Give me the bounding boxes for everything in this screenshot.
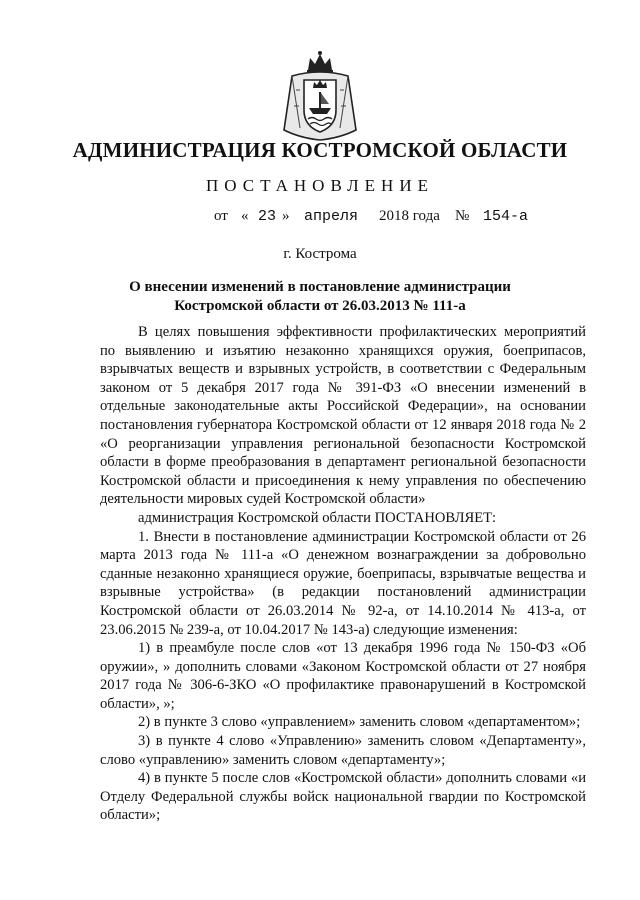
heading-line-1: О внесении изменений в постановление администрации [129, 279, 511, 295]
body-paragraph: 4) в пункте 5 после слов «Костромской области» дополнить словами «и Отделу Федеральной службы войск национальной гвардии по Костромской области»; [100, 770, 586, 824]
quote-open: « [241, 208, 249, 224]
document-number: 154-а [483, 208, 529, 225]
body-paragraph: 3) в пункте 4 слово «Управлению» заменить словом «Департаменту», слово «управлению» заменить словом «департаменту»; [100, 733, 586, 768]
body-paragraph: В целях повышения эффективности профилактических мероприятий по выявлению и изъятию незаконно хранящихся оружия, боеприпасов, взрывчатых веществ и взрывных устройств, в соответствии с Федеральным законом от 5 декабря 2017 года № 391-ФЗ «О внесении изменений в отдельные законодательные акты Российской Федерации», на основании постановления губернатора Костромской области от 12 января 2018 года № 2 «О реорганизации управления региональной безопасности Костромской области в форме преобразования в департамент региональной безопасности Костромской области и присоединения к нему управления по обеспечению деятельности мировых судей Костромской области» [100, 324, 586, 508]
heading-line-2: Костромской области от 26.03.2013 № 111-а [174, 298, 466, 314]
body-paragraph: 1. Внести в постановление администрации Костромской области от 26 марта 2013 года № 111-а «О денежном вознаграждении за добровольно сданные незаконно хранящиеся оружие, боеприпасы, взрывчатые вещества и взрывные устройства» (в редакции постановлений администрации Костромской области от 26.03.2014 № 92-а, от 14.10.2014 № 413-а, от 23.06.2015 № 239-а, от 10.04.2017 № 143-а) следующие изменения: [100, 528, 586, 638]
number-sign: № [455, 208, 470, 224]
date-day: 23 [258, 208, 277, 225]
date-month: апреля [304, 208, 359, 225]
document-body [100, 323, 586, 825]
body-paragraph: 2) в пункте 3 слово «управлением» заменить словом «департаментом»; [138, 714, 581, 731]
coat-of-arms-icon [270, 50, 370, 142]
organization-title: АДМИНИСТРАЦИЯ КОСТРОМСКОЙ ОБЛАСТИ [72, 138, 568, 162]
body-paragraph: администрация Костромской области ПОСТАНОВЛЯЕТ: [138, 509, 497, 526]
date-number-line [0, 208, 640, 232]
body-paragraph: 1) в преамбуле после слов «от 13 декабря 1996 года № 150-ФЗ «Об оружии», » дополнить словами «Законом Костромской области от 27 ноября 2017 года № 306-6-ЗКО «О профилактике правонарушений в Костромской области», »; [100, 640, 586, 712]
date-prefix: от [214, 208, 228, 224]
quote-close: » [282, 208, 290, 224]
date-year: 2018 года [379, 208, 440, 224]
document-heading [0, 278, 640, 316]
city-name: г. Кострома [283, 246, 357, 262]
document-type: ПОСТАНОВЛЕНИЕ [205, 176, 434, 195]
